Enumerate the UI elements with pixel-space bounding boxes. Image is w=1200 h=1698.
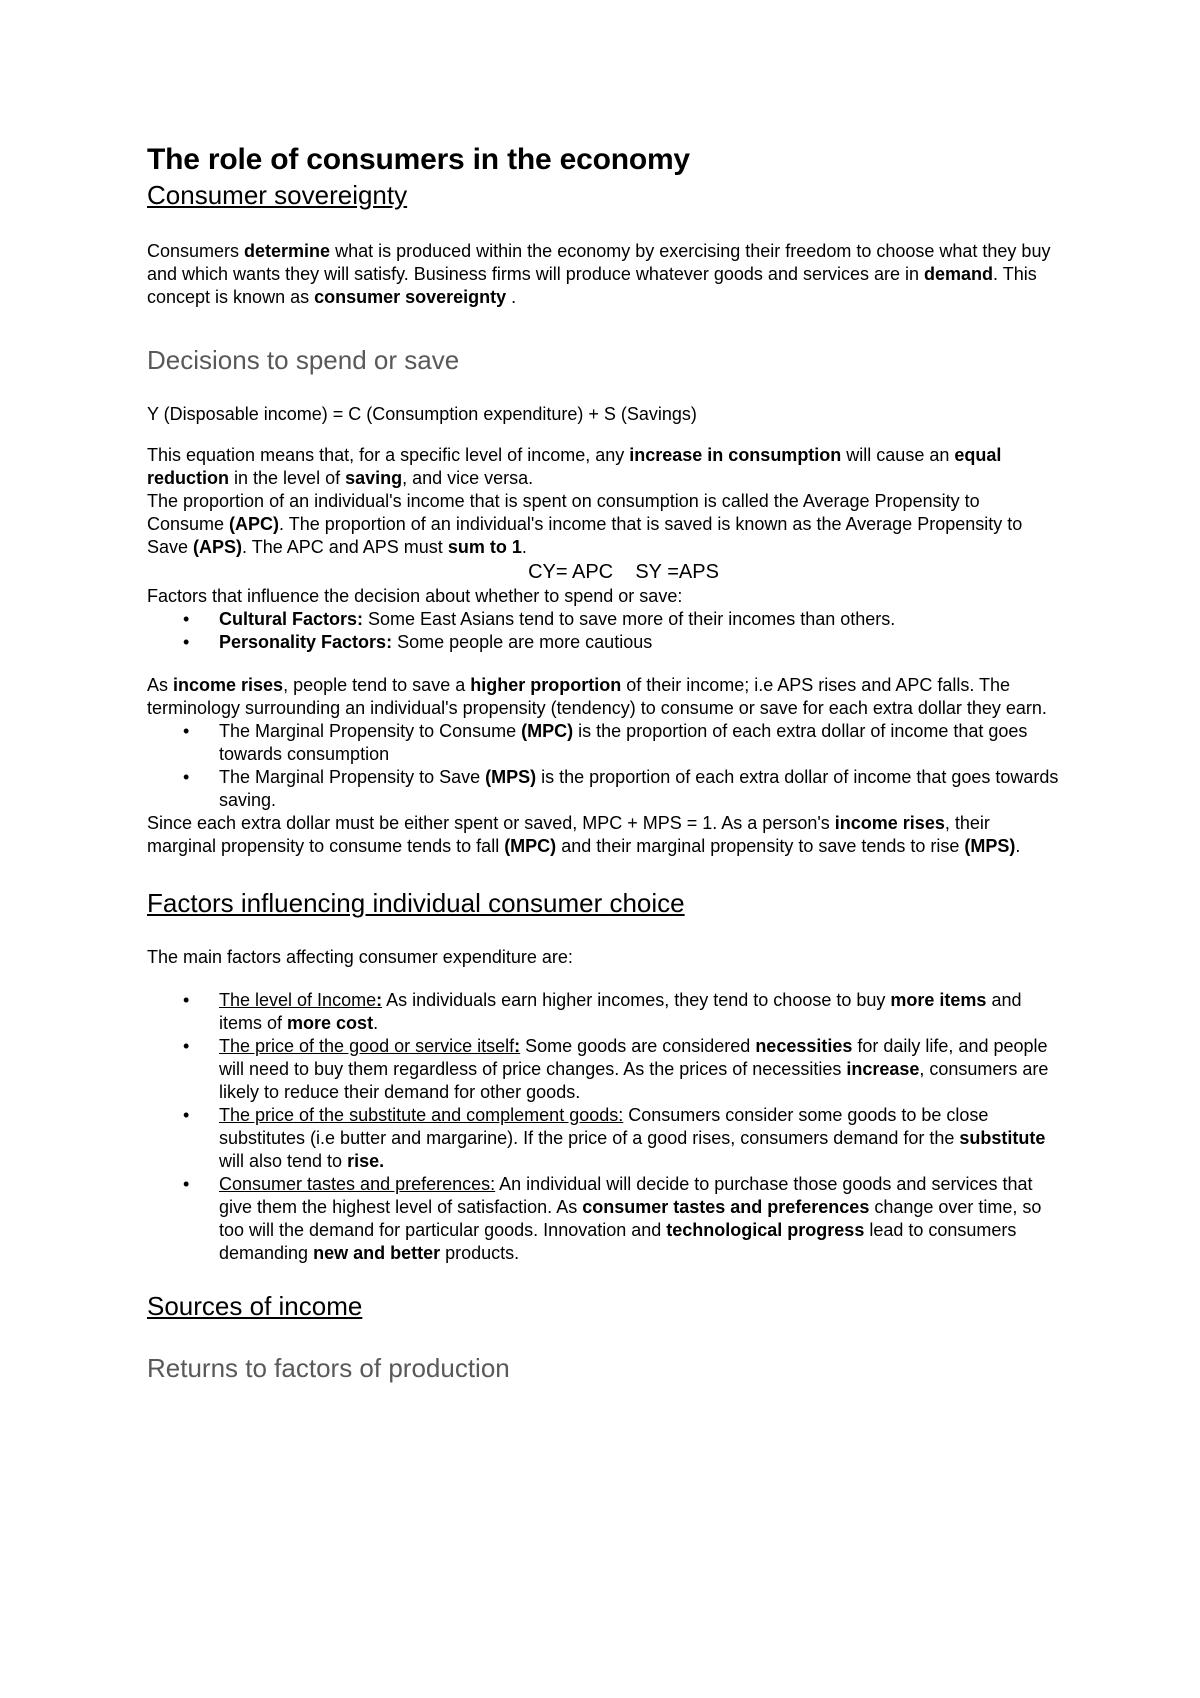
paragraph-income-rises: As income rises, people tend to save a higher proportion of their income; i.e APS rises and APC falls. The terminology surrounding an individual's propensity (tendency) to consume or save for each extra dollar they earn. xyxy=(147,675,1047,718)
marginal-propensity-list xyxy=(147,720,1060,812)
heading-consumer-choice: Factors influencing individual consumer choice xyxy=(147,888,685,918)
list-item: • Cultural Factors: Some East Asians tend to save more of their incomes than others. xyxy=(183,609,896,629)
paragraph-apc-aps: The proportion of an individual's income that is spent on consumption is called the Average Propensity to Consume (APC). The proportion of an individual's income that is saved is known as the Average Propensity to Save (APS). The APC and APS must sum to 1. xyxy=(147,491,1023,557)
factors-intro: Factors that influence the decision about whether to spend or save: xyxy=(147,586,683,606)
bullet-icon: • xyxy=(183,767,190,787)
heading-returns-factors: Returns to factors of production xyxy=(147,1353,510,1383)
heading-consumer-sovereignty: Consumer sovereignty xyxy=(147,180,408,210)
spend-save-factors-list xyxy=(147,608,1060,654)
list-item: • The level of Income: As individuals earn higher incomes, they tend to choose to buy more items and items of more cost. xyxy=(183,990,1022,1033)
bullet-icon: • xyxy=(183,632,190,652)
heading-spend-save: Decisions to spend or save xyxy=(147,345,460,375)
paragraph-sovereignty: Consumers determine what is produced within the economy by exercising their freedom to choose what they buy and which wants they will satisfy. Business firms will produce whatever goods and services are in demand. This concept is known as consumer sovereignty . xyxy=(147,241,1051,307)
bullet-icon: • xyxy=(183,990,190,1010)
ratio-formula: CY= APC SY =APS xyxy=(528,561,719,583)
income-formula: Y (Disposable income) = C (Consumption expenditure) + S (Savings) xyxy=(147,404,697,424)
consumer-choice-list xyxy=(147,989,1060,1265)
list-item: • Consumer tastes and preferences: An individual will decide to purchase those goods and services that give them the highest level of satisfaction. As consumer tastes and preferences change over time, so too will the demand for particular goods. Innovation and technological progress lead to consumers demanding new and better products. xyxy=(183,1174,1042,1263)
bullet-icon: • xyxy=(183,1174,190,1194)
paragraph-equation-meaning: This equation means that, for a specific level of income, any increase in consumption will cause an equal reduction in the level of saving, and vice versa. xyxy=(147,445,1002,488)
list-item: • The Marginal Propensity to Save (MPS) is the proportion of each extra dollar of income that goes towards saving. xyxy=(183,767,1059,810)
bullet-icon: • xyxy=(183,1036,190,1056)
heading-sources-of-income: Sources of income xyxy=(147,1291,363,1321)
bullet-icon: • xyxy=(183,609,190,629)
list-item: • Personality Factors: Some people are more cautious xyxy=(183,632,653,652)
choice-intro: The main factors affecting consumer expenditure are: xyxy=(147,947,573,967)
list-item: • The price of the good or service itself: Some goods are considered necessities for daily life, and people will need to buy them regardless of price changes. As the prices of necessities increase, consumers are likely to reduce their demand for other goods. xyxy=(183,1036,1049,1102)
list-item: • The Marginal Propensity to Consume (MPC) is the proportion of each extra dollar of income that goes towards consumption xyxy=(183,721,1028,764)
list-item: • The price of the substitute and complement goods: Consumers consider some goods to be close substitutes (i.e butter and margarine). If the price of a good rises, consumers demand for the substitute will also tend to rise. xyxy=(183,1105,1046,1171)
paragraph-mpc-mps: Since each extra dollar must be either spent or saved, MPC + MPS = 1. As a person's income rises, their marginal propensity to consume tends to fall (MPC) and their marginal propensity to save tends to rise (MPS). xyxy=(147,813,1021,856)
document-title: The role of consumers in the economy xyxy=(147,143,690,176)
bullet-icon: • xyxy=(183,721,190,741)
bullet-icon: • xyxy=(183,1105,190,1125)
